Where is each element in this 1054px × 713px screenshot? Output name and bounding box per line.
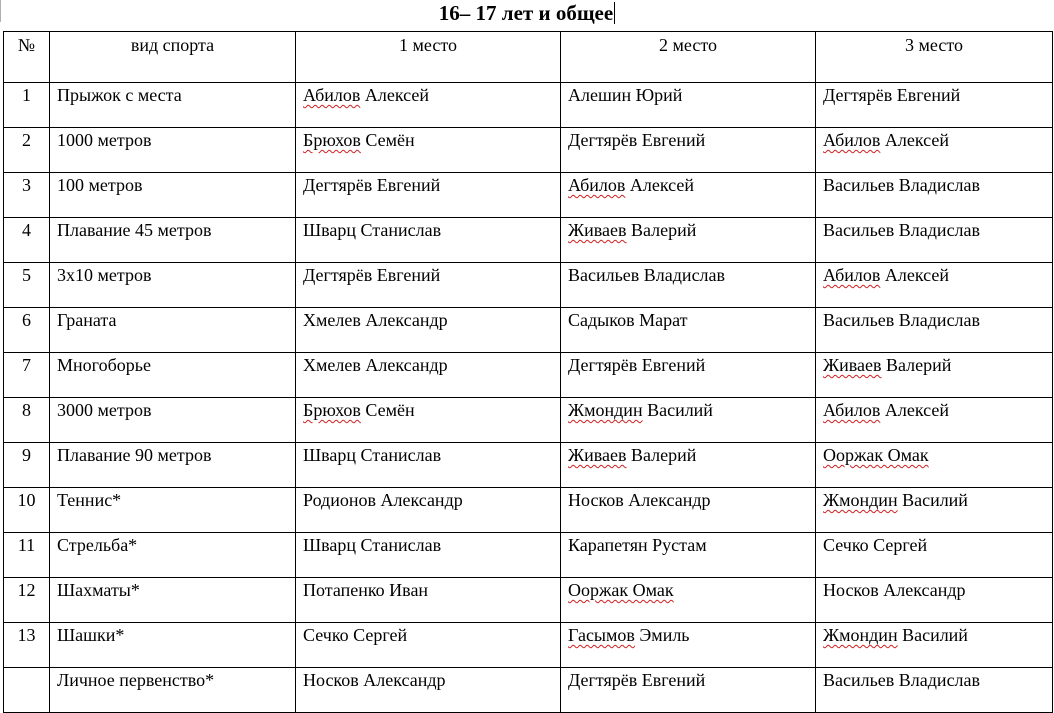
table-row (4, 218, 1053, 263)
header-second-place[interactable]: 2 место (561, 32, 816, 83)
cell-first-place[interactable] (296, 488, 561, 533)
header-num[interactable]: № (4, 32, 50, 83)
spellcheck-word: Жмондин (823, 490, 898, 510)
spellcheck-word: Абилов (568, 175, 626, 195)
cell-first-place[interactable] (296, 533, 561, 578)
name-text: Шварц Станислав (303, 445, 442, 465)
name-text: Валерий (881, 355, 952, 375)
name-text: Шварц Станислав (303, 220, 442, 240)
cell-first-place[interactable] (296, 353, 561, 398)
cell-sport[interactable]: Плавание 45 метров (50, 218, 296, 263)
cell-sport[interactable]: Многоборье (50, 353, 296, 398)
cell-sport[interactable]: Граната (50, 308, 296, 353)
table-row (4, 443, 1053, 488)
table-row (4, 578, 1053, 623)
spellcheck-word: Живаев (568, 445, 627, 465)
name-text: Семён (360, 130, 415, 150)
name-text: Васильев Владислав (823, 220, 981, 240)
cell-num[interactable]: 10 (4, 488, 50, 533)
cell-second-place[interactable] (561, 533, 816, 578)
name-text: Валерий (626, 220, 697, 240)
name-text: Дегтярёв Евгений (303, 265, 441, 285)
cell-num[interactable]: 7 (4, 353, 50, 398)
cell-third-place[interactable] (816, 308, 1053, 353)
cell-num[interactable]: 6 (4, 308, 50, 353)
spellcheck-word: Жмондин (568, 400, 643, 420)
name-text: Носков Александр (823, 580, 966, 600)
cell-first-place[interactable] (296, 128, 561, 173)
table-row (4, 533, 1053, 578)
name-text: Алешин Юрий (568, 85, 683, 105)
name-text: Дегтярёв Евгений (823, 85, 961, 105)
cell-num[interactable]: 2 (4, 128, 50, 173)
cell-third-place[interactable] (816, 128, 1053, 173)
cell-num[interactable]: 4 (4, 218, 50, 263)
name-text: Василий (642, 400, 713, 420)
name-text: Родионов Александр (303, 490, 463, 510)
name-text: Эмиль (634, 625, 690, 645)
name-text: Алексей (625, 175, 694, 195)
cell-first-place[interactable] (296, 173, 561, 218)
name-text: Дегтярёв Евгений (568, 670, 706, 690)
results-table (3, 31, 1053, 713)
cell-num[interactable]: 12 (4, 578, 50, 623)
cell-third-place[interactable] (816, 623, 1053, 668)
name-text: Хмелев Александр (303, 310, 448, 330)
cell-sport[interactable]: 1000 метров (50, 128, 296, 173)
cell-num[interactable] (4, 668, 50, 713)
table-row (4, 173, 1053, 218)
spellcheck-word: Ооржак Омак (568, 580, 674, 600)
cell-sport[interactable]: Шашки* (50, 623, 296, 668)
name-text: Сечко Сергей (303, 625, 408, 645)
table-row (4, 488, 1053, 533)
cell-sport[interactable]: 100 метров (50, 173, 296, 218)
name-text: Васильев Владислав (823, 175, 981, 195)
cell-third-place[interactable] (816, 398, 1053, 443)
page-title[interactable]: 16– 17 лет и общее (438, 1, 614, 25)
table-row (4, 668, 1053, 713)
name-text: Валерий (626, 445, 697, 465)
cell-num[interactable]: 8 (4, 398, 50, 443)
cell-second-place[interactable] (561, 83, 816, 128)
spellcheck-word: Абилов (823, 130, 881, 150)
name-text: Хмелев Александр (303, 355, 448, 375)
spellcheck-word: Брюхов (303, 130, 361, 150)
title-container (0, 0, 1054, 30)
cell-second-place[interactable] (561, 308, 816, 353)
cell-third-place[interactable] (816, 173, 1053, 218)
name-text: Васильев Владислав (823, 310, 981, 330)
table-row (4, 308, 1053, 353)
spellcheck-word: Ооржак Омак (823, 445, 929, 465)
cell-num[interactable]: 13 (4, 623, 50, 668)
cell-first-place[interactable] (296, 218, 561, 263)
cell-first-place[interactable] (296, 668, 561, 713)
cell-first-place[interactable] (296, 83, 561, 128)
cell-second-place[interactable] (561, 263, 816, 308)
spellcheck-word: Абилов (823, 400, 881, 420)
cell-sport[interactable]: Прыжок с места (50, 83, 296, 128)
cell-sport[interactable]: Шахматы* (50, 578, 296, 623)
name-text: Шварц Станислав (303, 535, 442, 555)
header-row (4, 32, 1053, 83)
name-text: Васильев Владислав (823, 670, 981, 690)
cell-num[interactable]: 11 (4, 533, 50, 578)
cell-second-place[interactable] (561, 578, 816, 623)
name-text: Васильев Владислав (568, 265, 726, 285)
table-row (4, 353, 1053, 398)
name-text: Дегтярёв Евгений (303, 175, 441, 195)
cell-num[interactable]: 1 (4, 83, 50, 128)
cell-second-place[interactable] (561, 668, 816, 713)
cell-first-place[interactable] (296, 398, 561, 443)
cell-third-place[interactable] (816, 533, 1053, 578)
cell-third-place[interactable] (816, 668, 1053, 713)
cell-third-place[interactable] (816, 488, 1053, 533)
name-text: Алексей (880, 400, 949, 420)
cell-third-place[interactable] (816, 83, 1053, 128)
cell-second-place[interactable] (561, 218, 816, 263)
spellcheck-word: Жмондин (823, 625, 898, 645)
cell-second-place[interactable] (561, 443, 816, 488)
cell-num[interactable]: 5 (4, 263, 50, 308)
cell-first-place[interactable] (296, 443, 561, 488)
name-text: Дегтярёв Евгений (568, 130, 706, 150)
cell-sport[interactable]: Теннис* (50, 488, 296, 533)
name-text: Потапенко Иван (303, 580, 429, 600)
spellcheck-word: Гасымов (568, 625, 635, 645)
cell-third-place[interactable] (816, 443, 1053, 488)
cell-num[interactable]: 9 (4, 443, 50, 488)
cell-second-place[interactable] (561, 353, 816, 398)
table-body (4, 32, 1053, 713)
spellcheck-word: Абилов (303, 85, 361, 105)
name-text: Василий (897, 625, 968, 645)
cell-third-place[interactable] (816, 218, 1053, 263)
cell-first-place[interactable] (296, 623, 561, 668)
spellcheck-word: Живаев (568, 220, 627, 240)
table-row (4, 83, 1053, 128)
cell-first-place[interactable] (296, 578, 561, 623)
table-row (4, 263, 1053, 308)
spellcheck-word: Живаев (823, 355, 882, 375)
spellcheck-word: Абилов (823, 265, 881, 285)
cell-second-place[interactable] (561, 623, 816, 668)
table-row (4, 128, 1053, 173)
name-text: Носков Александр (303, 670, 446, 690)
name-text: Алексей (880, 130, 949, 150)
name-text: Дегтярёв Евгений (568, 355, 706, 375)
cell-second-place[interactable] (561, 398, 816, 443)
cell-sport[interactable]: 3х10 метров (50, 263, 296, 308)
cell-second-place[interactable] (561, 128, 816, 173)
cell-third-place[interactable] (816, 353, 1053, 398)
text-cursor (614, 2, 615, 24)
name-text: Алексей (360, 85, 429, 105)
cell-second-place[interactable] (561, 488, 816, 533)
header-third-place[interactable]: 3 место (816, 32, 1053, 83)
name-text: Сечко Сергей (823, 535, 928, 555)
spellcheck-word: Брюхов (303, 400, 361, 420)
name-text: Носков Александр (568, 490, 711, 510)
cell-sport[interactable]: Личное первенство* (50, 668, 296, 713)
table-row (4, 398, 1053, 443)
cell-third-place[interactable] (816, 578, 1053, 623)
cell-sport[interactable]: Стрельба* (50, 533, 296, 578)
cell-third-place[interactable] (816, 263, 1053, 308)
name-text: Семён (360, 400, 415, 420)
cell-first-place[interactable] (296, 263, 561, 308)
cell-sport[interactable]: Плавание 90 метров (50, 443, 296, 488)
table-row (4, 623, 1053, 668)
name-text: Садыков Марат (568, 310, 688, 330)
cell-sport[interactable]: 3000 метров (50, 398, 296, 443)
header-sport[interactable]: вид спорта (50, 32, 296, 83)
name-text: Карапетян Рустам (568, 535, 707, 555)
cell-num[interactable]: 3 (4, 173, 50, 218)
name-text: Василий (897, 490, 968, 510)
cell-second-place[interactable] (561, 173, 816, 218)
cell-first-place[interactable] (296, 308, 561, 353)
header-first-place[interactable]: 1 место (296, 32, 561, 83)
name-text: Алексей (880, 265, 949, 285)
